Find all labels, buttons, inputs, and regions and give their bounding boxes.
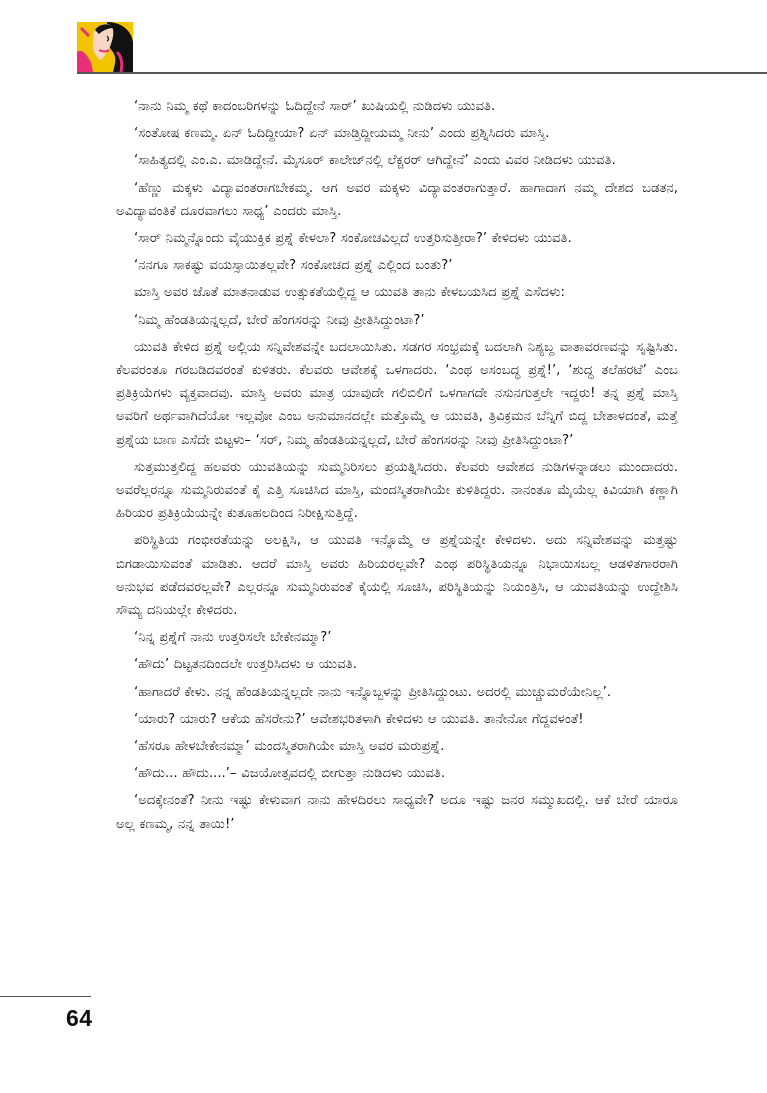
paragraph: ‘ಸಾರ್ ನಿಮ್ಮನ್ನೊಂದು ವೈಯುಕ್ತಿಕ ಪ್ರಶ್ನೆ ಕೇಳಲಾ? ಸಂಕೋಚವಿಲ್ಲದೆ ಉತ್ತರಿಸುತ್ತೀರಾ?’ ಕೇಳಿದಳು ಯುವತಿ. xyxy=(134,231,572,247)
paragraph: ‘ಹೆಣ್ಣು ಮಕ್ಕಳು ವಿದ್ಯಾವಂತರಾಗಬೇಕಮ್ಮ. ಆಗ ಅವರ ಮಕ್ಕಳು ವಿದ್ಯಾವಂತರಾಗುತ್ತಾರೆ. ಹಾಗಾದಾಗ ನಮ್ಮ ದೇಶದ ಬಡತನ, ಅವಿದ್ಯಾವಂತಿಕೆ ದೂರವಾಗಲು ಸಾಧ್ಯ’ ಎಂದರು ಮಾಸ್ತಿ. xyxy=(116,180,678,219)
header-rule xyxy=(77,72,767,74)
paragraph: ‘ಅದಕ್ಕೇನಂತೆ? ನೀನು ಇಷ್ಟು ಕೇಳುವಾಗ ನಾನು ಹೇಳದಿರಲು ಸಾಧ್ಯವೇ? ಅದೂ ಇಷ್ಟು ಜನರ ಸಮ್ಮುಖದಲ್ಲಿ. ಆಕೆ ಬೇರೆ ಯಾರೂ ಅಲ್ಲ ಕಣಮ್ಮ, ನನ್ನ ತಾಯಿ!’ xyxy=(116,793,678,832)
paragraph: ಯುವತಿ ಕೇಳಿದ ಪ್ರಶ್ನೆ ಅಲ್ಲಿಯ ಸನ್ನಿವೇಶವನ್ನೇ ಬದಲಾಯಿಸಿತು. ಸಡಗರ ಸಂಭ್ರಮಕ್ಕೆ ಬದಲಾಗಿ ನಿಶ್ಯಬ್ದ ವಾತಾವರಣವನ್ನು ಸೃಷ್ಟಿಸಿತು. ಕೆಲವರಂತೂ ಗರಬಡಿದವರಂತೆ ಕುಳಿತರು. ಕೆಲವರು ಆವೇಶಕ್ಕೆ ಒಳಗಾದರು. ‘ಎಂಥ ಅಸಂಬದ್ಧ ಪ್ರಶ್ನೆ!’, ‘ಶುದ್ಧ ತಲೆಹರಟೆ’ ಎಂಬ ಪ್ರತಿಕ್ರಿಯೆಗಳು ವ್ಯಕ್ತವಾದವು. ಮಾಸ್ತಿ ಅವರು ಮಾತ್ರ ಯಾವುದೇ ಗಲಿಬಿಲಿಗೆ ಒಳಗಾಗದೇ ನಸುನಗುತ್ತಲೇ ಇದ್ದರು! ತನ್ನ ಪ್ರಶ್ನೆ ಮಾಸ್ತಿ ಅವರಿಗೆ ಅರ್ಥವಾಗಿದೆಯೋ ಇಲ್ಲವೋ ಎಂಬ ಅನುಮಾನದಲ್ಲೇ ಮತ್ತೊಮ್ಮೆ ಆ ಯುವತಿ, ತ್ರಿವಿಕ್ರಮನ ಬೆನ್ನಿಗೆ ಬಿದ್ದ ಬೇತಾಳದಂತೆ, ಮತ್ತೆ ಪ್ರಶ್ನೆಯ ಬಾಣ ಎಸೆದೇ ಬಿಟ್ಟಳು– ‘ಸರ್, ನಿಮ್ಮ ಹೆಂಡತಿಯನ್ನಲ್ಲದೆ, ಬೇರೆ ಹೆಂಗಸರನ್ನು ನೀವು ಪ್ರೀತಿಸಿದ್ದುಂಟಾ?’ xyxy=(116,339,678,448)
paragraph: ‘ಯಾರು? ಯಾರು? ಆಕೆಯ ಹೆಸರೇನು?’ ಆವೇಶಭರಿತಳಾಗಿ ಕೇಳಿದಳು ಆ ಯುವತಿ. ತಾನೇನೋ ಗೆದ್ದವಳಂತೆ! xyxy=(134,711,584,727)
paragraph: ‘ನಾನು ನಿಮ್ಮ ಕಥೆ ಕಾದಂಬರಿಗಳನ್ನು ಓದಿದ್ದೇನೆ ಸಾರ್’ ಖುಷಿಯಲ್ಲಿ ನುಡಿದಳು ಯುವತಿ. xyxy=(134,99,496,114)
paragraph: ‘ನಿನ್ನ ಪ್ರಶ್ನೆಗೆ ನಾನು ಉತ್ತರಿಸಲೇ ಬೇಕೇನಮ್ಮಾ?’ xyxy=(134,630,332,646)
woman-profile-logo-icon xyxy=(77,22,133,72)
paragraph: ‘ಹಾಗಾದರೆ ಕೇಳು. ನನ್ನ ಹೆಂಡತಿಯನ್ನಲ್ಲದೇ ನಾನು ಇನ್ನೊಬ್ಬಳನ್ನು ಪ್ರೀತಿಸಿದ್ದುಂಟು. ಅದರಲ್ಲಿ ಮುಚ್ಚುಮರೆಯೇನಿಲ್ಲ’. xyxy=(134,684,612,700)
paragraph: ಪರಿಸ್ಥಿತಿಯ ಗಂಭೀರತೆಯನ್ನು ಅಲಕ್ಷಿಸಿ, ಆ ಯುವತಿ ಇನ್ನೊಮ್ಮೆ ಆ ಪ್ರಶ್ನೆಯನ್ನೇ ಕೇಳಿದಳು. ಅದು ಸನ್ನಿವೇಶವನ್ನು ಮತ್ತಷ್ಟು ಬಿಗಡಾಯಿಸುವಂತೆ ಮಾಡಿತು. ಆದರೆ ಮಾಸ್ತಿ ಅವರು ಹಿರಿಯರಲ್ಲವೇ? ಎಂಥ ಪರಿಸ್ಥಿತಿಯನ್ನೂ ನಿಭಾಯಿಸಬಲ್ಲ ಆಡಳಿತಗಾರರಾಗಿ ಅನುಭವ ಪಡೆದವರಲ್ಲವೇ? ಎಲ್ಲರನ್ನೂ ಸುಮ್ಮನಿರುವಂತೆ ಕೈಯಲ್ಲಿ ಸೂಚಿಸಿ, ಪರಿಸ್ಥಿತಿಯನ್ನು ನಿಯಂತ್ರಿಸಿ, ಆ ಯುವತಿಯನ್ನು ಉದ್ದೇಶಿಸಿ ಸೌಮ್ಯ ದನಿಯಲ್ಲೇ ಕೇಳಿದರು. xyxy=(116,533,678,619)
page-number: 64 xyxy=(66,1005,93,1031)
paragraph: ‘ಹೌದು’ ದಿಟ್ಟತನದಿಂದಲೇ ಉತ್ತರಿಸಿದಳು ಆ ಯುವತಿ. xyxy=(134,657,357,673)
footer-rule xyxy=(0,996,91,997)
paragraph: ‘ನಿಮ್ಮ ಹೆಂಡತಿಯನ್ನಲ್ಲದೆ, ಬೇರೆ ಹೆಂಗಸರನ್ನು ನೀವು ಪ್ರೀತಿಸಿದ್ದುಂಟಾ?’ xyxy=(134,312,425,328)
paragraph: ‘ಸಂತೋಷ ಕಣಮ್ಮ. ಏನ್ ಓದಿದ್ದೀಯಾ? ಏನ್ ಮಾಡ್ತಿದ್ದೀಯಮ್ಮ ನೀನು’ ಎಂದು ಪ್ರಶ್ನಿಸಿದರು ಮಾಸ್ತಿ. xyxy=(134,126,550,142)
body-text xyxy=(116,95,678,840)
paragraph: ಮಾಸ್ತಿ ಅವರ ಜೊತೆ ಮಾತನಾಡುವ ಉತ್ಸುಕತೆಯಲ್ಲಿದ್ದ ಆ ಯುವತಿ ತಾನು ಕೇಳಬಯಸಿದ ಪ್ರಶ್ನೆ ಎಸೆದಳು: xyxy=(134,285,565,301)
paragraph: ‘ನನಗೂ ಸಾಕಷ್ಟು ವಯಸ್ಸಾಯಿತಲ್ಲವೇ? ಸಂಕೋಚದ ಪ್ರಶ್ನೆ ಎಲ್ಲಿಂದ ಬಂತು?’ xyxy=(134,258,453,274)
paragraph: ಸುತ್ತಮುತ್ತಲಿದ್ದ ಹಲವರು ಯುವತಿಯನ್ನು ಸುಮ್ಮನಿರಿಸಲು ಪ್ರಯತ್ನಿಸಿದರು. ಕೆಲವರು ಆವೇಶದ ನುಡಿಗಳನ್ನಾಡಲು ಮುಂದಾದರು. ಅವರೆಲ್ಲರನ್ನೂ ಸುಮ್ಮನಿರುವಂತೆ ಕೈ ಎತ್ತಿ ಸೂಚಿಸಿದ ಮಾಸ್ತಿ, ಮಂದಸ್ಮಿತರಾಗಿಯೇ ಕುಳಿತಿದ್ದರು. ನಾನಂತೂ ಮೈಯೆಲ್ಲ ಕಿವಿಯಾಗಿ ಕಣ್ಣಾಗಿ ಹಿರಿಯರ ಪ್ರತಿಕ್ರಿಯೆಯನ್ನೇ ಕುತೂಹಲದಿಂದ ನಿರೀಕ್ಷಿಸುತ್ತಿದ್ದೆ. xyxy=(116,459,678,522)
paragraph: ‘ಸಾಹಿತ್ಯದಲ್ಲಿ ಎಂ.ಎ. ಮಾಡಿದ್ದೇನೆ. ಮೈಸೂರ್ ಕಾಲೇಜ್‌ನಲ್ಲಿ ಲೆಕ್ಚರರ್ ಆಗಿದ್ದೇನೆ’ ಎಂದು ವಿವರ ನೀಡಿದಳು ಯುವತಿ. xyxy=(134,153,616,169)
paragraph: ‘ಹೌದು... ಹೌದು....’– ವಿಜಯೋತ್ಸವದಲ್ಲಿ ಬೀಗುತ್ತಾ ನುಡಿದಳು ಯುವತಿ. xyxy=(134,766,446,782)
paragraph: ‘ಹೆಸರೂ ಹೇಳಬೇಕೇನಮ್ಮಾ’ ಮಂದಸ್ಮಿತರಾಗಿಯೇ ಮಾಸ್ತಿ ಅವರ ಮರುಪ್ರಶ್ನೆ. xyxy=(134,739,445,755)
